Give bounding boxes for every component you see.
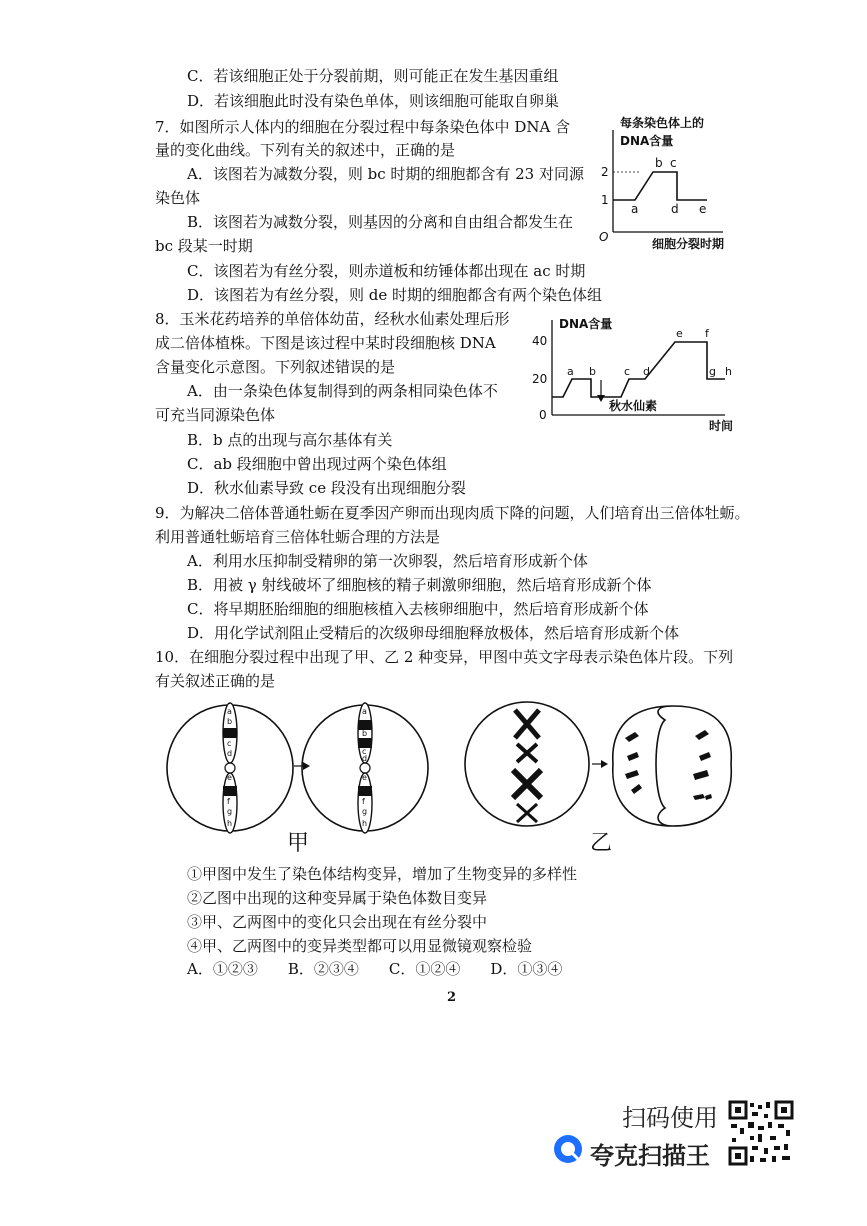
q7-tick-1: 1 bbox=[601, 193, 609, 207]
svg-text:d: d bbox=[227, 749, 233, 758]
text-line: 有关叙述正确的是 bbox=[155, 672, 276, 690]
q8-point-b: b bbox=[589, 365, 596, 378]
q8-point-a: a bbox=[567, 365, 574, 378]
q7-point-e: e bbox=[699, 202, 707, 216]
q7-ylabel-1: 每条染色体上的 bbox=[620, 116, 705, 130]
text-line: 9．为解决二倍体普通牡蛎在夏季因产卵而出现肉质下降的问题，人们培育出三倍体牡蛎。 bbox=[155, 504, 750, 522]
svg-text:b: b bbox=[362, 729, 368, 738]
yi-arrow bbox=[592, 760, 608, 768]
q7-point-a: a bbox=[631, 202, 639, 216]
q8-annotation: 秋水仙素 bbox=[609, 399, 658, 413]
text-line: B．该图若为减数分裂，则基因的分离和自由组合都发生在 bbox=[187, 213, 574, 231]
q8-point-f: f bbox=[705, 327, 709, 340]
brand-logo-icon bbox=[553, 1134, 583, 1164]
text-line: 成二倍体植株。下图是该过程中某时段细胞核 DNA bbox=[155, 334, 496, 352]
q7-tick-2: 2 bbox=[601, 165, 609, 179]
text-line: C．ab 段细胞中曾出现过两个染色体组 bbox=[187, 455, 447, 473]
yi-chromosomes-before bbox=[513, 710, 541, 822]
q7-point-b: b bbox=[655, 156, 663, 170]
q7-point-c: c bbox=[670, 156, 677, 170]
yi-cell-after bbox=[613, 706, 732, 826]
scan-to-use-text: 扫码使用 bbox=[622, 1104, 718, 1132]
q8-point-e: e bbox=[676, 327, 683, 340]
q8-curve bbox=[552, 342, 725, 397]
text-line: C．将早期胚胎细胞的细胞核植入去核卵细胞中，然后培育形成新个体 bbox=[187, 600, 649, 618]
svg-text:a: a bbox=[362, 707, 367, 716]
text-line: C．该图若为有丝分裂，则赤道板和纺锤体都出现在 ac 时期 bbox=[187, 262, 586, 280]
text-line: D．该图若为有丝分裂，则 de 时期的细胞都含有两个染色体组 bbox=[187, 286, 603, 304]
text-line: 染色体 bbox=[155, 189, 201, 207]
svg-text:d: d bbox=[362, 754, 368, 763]
text-line: A．由一条染色体复制得到的两条相同染色体不 bbox=[187, 382, 498, 400]
text-line: A．①②③ B．②③④ C．①②④ D．①③④ bbox=[187, 960, 563, 978]
svg-text:h: h bbox=[362, 819, 368, 828]
text-line: 8．玉米花药培养的单倍体幼苗，经秋水仙素处理后形 bbox=[155, 310, 510, 328]
svg-text:h: h bbox=[227, 819, 233, 828]
text-line: 量的变化曲线。下列有关的叙述中，正确的是 bbox=[155, 141, 456, 159]
brand-name: 夸克扫描王 bbox=[590, 1142, 710, 1170]
text-line: D．若该细胞此时没有染色单体，则该细胞可能取自卵巢 bbox=[187, 92, 560, 110]
text-line: B．用被 γ 射线破坏了细胞核的精子刺激卵细胞，然后培育形成新个体 bbox=[187, 576, 652, 594]
text-line: ③甲、乙两图中的变化只会出现在有丝分裂中 bbox=[187, 913, 488, 931]
q8-point-d: d bbox=[643, 365, 650, 378]
q7-ylabel-2: DNA含量 bbox=[620, 134, 674, 148]
q8-tick-20: 20 bbox=[532, 372, 548, 386]
q7-xlabel: 细胞分裂时期 bbox=[652, 237, 725, 251]
text-line: D．用化学试剂阻止受精后的次级卵母细胞释放极体，然后培育形成新个体 bbox=[187, 624, 680, 642]
text-line: A．该图若为减数分裂，则 bc 时期的细胞都含有 23 对同源 bbox=[187, 165, 584, 183]
svg-text:f: f bbox=[227, 797, 230, 806]
svg-text:g: g bbox=[362, 807, 368, 816]
text-line: D．秋水仙素导致 ce 段没有出现细胞分裂 bbox=[187, 479, 466, 497]
svg-text:e: e bbox=[227, 773, 232, 782]
svg-text:e: e bbox=[362, 773, 367, 782]
q8-xlabel: 时间 bbox=[709, 419, 734, 433]
q7-graph bbox=[595, 110, 735, 255]
text-line: bc 段某一时期 bbox=[155, 237, 253, 255]
label-jia: 甲 bbox=[287, 831, 310, 856]
q8-graph bbox=[525, 312, 734, 433]
text-line: 7．如图所示人体内的细胞在分裂过程中每条染色体中 DNA 含 bbox=[155, 118, 571, 136]
page-number: 2 bbox=[447, 990, 457, 1005]
label-yi: 乙 bbox=[590, 831, 613, 856]
text-line: ④甲、乙两图中的变异类型都可以用显微镜观察检验 bbox=[187, 937, 533, 955]
text-line: A．利用水压抑制受精卵的第一次卵裂，然后培育形成新个体 bbox=[187, 552, 588, 570]
qr-code-icon[interactable] bbox=[728, 1100, 794, 1166]
text-line: 含量变化示意图。下列叙述错误的是 bbox=[155, 358, 396, 376]
svg-text:g: g bbox=[227, 807, 233, 816]
text-line: 可充当同源染色体 bbox=[155, 406, 276, 424]
svg-text:b: b bbox=[227, 717, 233, 726]
text-line: C．若该细胞正处于分裂前期，则可能正在发生基因重组 bbox=[187, 67, 559, 85]
svg-text:c: c bbox=[362, 747, 367, 756]
q7-curve bbox=[613, 172, 707, 200]
q8-point-h: h bbox=[725, 365, 732, 378]
svg-text:a: a bbox=[227, 707, 232, 716]
q8-tick-0: 0 bbox=[539, 408, 547, 422]
q7-origin: O bbox=[599, 230, 609, 244]
text-line: B．b 点的出现与高尔基体有关 bbox=[187, 431, 393, 449]
yi-chromosomes-after bbox=[625, 730, 712, 800]
text-line: ①甲图中发生了染色体结构变异，增加了生物变异的多样性 bbox=[187, 865, 578, 883]
text-line: 10．在细胞分裂过程中出现了甲、乙 2 种变异，甲图中英文字母表示染色体片段。下列 bbox=[155, 648, 734, 666]
q8-point-g: g bbox=[709, 365, 716, 378]
svg-text:c: c bbox=[227, 739, 232, 748]
text-line: ②乙图中出现的这种变异属于染色体数目变异 bbox=[187, 889, 488, 907]
text-line: 利用普通牡蛎培育三倍体牡蛎合理的方法是 bbox=[155, 528, 441, 546]
q7-point-d: d bbox=[671, 202, 679, 216]
q10-figure bbox=[165, 698, 765, 838]
q8-arrowhead bbox=[597, 395, 605, 402]
q8-point-c: c bbox=[624, 365, 631, 378]
svg-text:f: f bbox=[362, 797, 365, 806]
q8-ylabel: DNA含量 bbox=[559, 317, 613, 331]
q8-tick-40: 40 bbox=[532, 334, 548, 348]
